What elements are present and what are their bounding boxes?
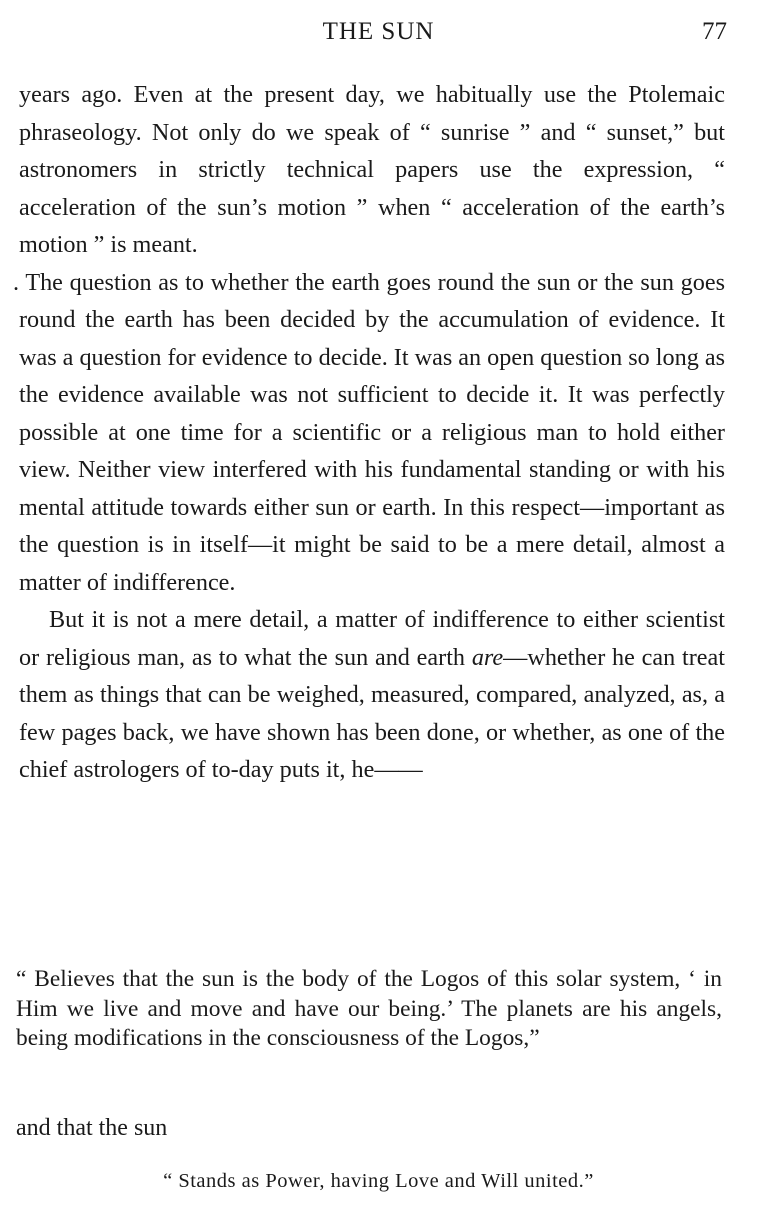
paragraph-1: years ago. Even at the present day, we habitually use the Ptolemaic phraseology. Not only do we speak of “ sunrise ” and “ sunset,” but astronomers in strictly technical papers use the expression, “ acceleration of the sun’s motion ” when “ acceleration of the earth’s motion ” is meant.: [19, 81, 725, 258]
running-head: THE SUN: [322, 18, 435, 45]
paragraph-2-text: The question as to whether the earth goes round the sun or the sun goes round the earth has been decided by the accumulation of evidence. It was a question for evidence to decide. It was an open question so long as the evidence available was not sufficient to decide it. It was perfectly possible at one time for a scientific or a religious man to hold either view. Neither view interfered with his fundamental standing or with his mental attitude towards either sun or earth. In this respect—important as the question is in itself—it might be said to be a mere detail, almost a matter of indifference.: [19, 268, 725, 596]
page-header: [0, 18, 757, 52]
paragraph-3-emphasis: are: [471, 643, 504, 671]
paragraph-2: [13, 264, 725, 602]
paragraph-3-text-a: But it is not a mere detail, a matter of indifference to either scientist or religious man, as to what the sun and earth: [19, 606, 725, 671]
paragraph-3: [19, 601, 725, 789]
final-quote: “ Stands as Power, having Love and Will united.”: [163, 1170, 594, 1192]
continuation-line: and that the sun: [16, 1115, 168, 1141]
block-quote: “ Believes that the sun is the body of the Logos of this solar system, ‘ in Him we live and move and have our being.’ The planets are his angels, being modifications in the consciousness of the Logos,”: [16, 966, 722, 1051]
main-text: [13, 76, 726, 789]
paragraph-3-text-b: —whether he can treat them as things that can be weighed, measured, compared, analyzed, as, a few pages back, we have shown has been done, or whether, as one of the chief astrologers of to-day puts it, he——: [19, 643, 726, 783]
paragraph-mark: .: [13, 268, 20, 296]
page-number: 77: [702, 18, 727, 45]
